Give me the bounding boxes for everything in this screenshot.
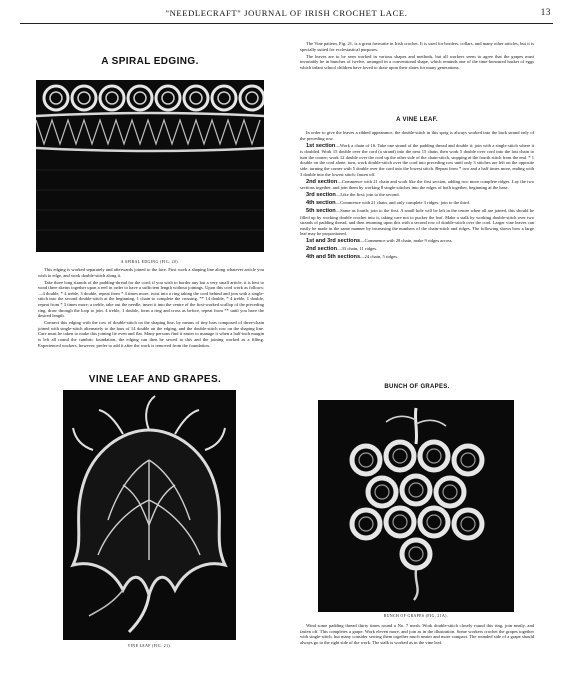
section-line-7	[300, 246, 534, 253]
section-text: —Commence with 21 chain, and only complete 3 ridges; join to the third.	[335, 200, 470, 206]
grapes-paragraph: Wind some padding thread thirty times round a No. 7 mesh. Work double-stitch closely round this ring, join neatly, and fasten off. This completes a grape. Work eleven more, and join as in the illustration. Some workers crochet the grapes together with single-stitch, but many consider sewing them together much neater and more compact. The rounded side of a grape should always go to the right side of the work. The stalk is worked as in the vine leaf.	[300, 623, 534, 645]
spiral-edging-illustration	[36, 80, 264, 252]
bunch-of-grapes-text	[300, 623, 534, 647]
spiral-edging-heading: A SPIRAL EDGING.	[101, 56, 199, 67]
section-label: 1st section	[306, 142, 336, 149]
section-text: —Work a chain of 16. Take one strand of the padding thread and double it; join with a single-stitch where it is doubled. Work 15 double over the cord (a strand) into the next 15 chain, then work 5 double over cord into the last chain to turn the corner; work 12 double over the cord up the other side of the chain-stitch, stopping at the fourth stitch from the end. * 1 double on the cord alone, turn, work double-stitch over the cord into preceding row until only 3 stitches are left on the opposite side, turning the corner with 5 double over the cord into the lowest stitch. Repeat from * two and a half times more, ending with 3 double into the lowest stitch; fasten off.	[300, 142, 534, 177]
section-line-5	[300, 208, 534, 237]
section-label: 2nd section	[306, 178, 338, 185]
spiral-paragraph: Connect this edging with the row of double-stitch on the shaping line, by means of tiny bars composed of three-chain joined with single-stitch alternately to the bars of 14 double on the edging, and the double-stitch row on the shaping line. Care must be taken to make this joining lie even and flat. Many persons find it easier to manage it when a half-inch margin is left all round the cambric foundation, the edging can then be sewed to this and the joining worked as a filling. Experienced workers, however, prefer to add it after the work is removed from the foundation.	[38, 320, 264, 348]
section-text: —Same as fourth; join to the first. A small hole will be left in the centre when all are joined, this should be filled up by working double crochet into it, taking care not to pucker the leaf. Make a stalk by working double-stitch over two strands of padding thread, and then returning upon this with a second row of double-stitch over the cord. Larger vine leaves can easily be made in the same manner by increasing the numbers of the chain-stitch and ridges. The following shows how a large leaf may be proportioned.	[300, 208, 534, 237]
spiral-edging-photo	[36, 80, 264, 252]
section-text: —33 chain, 11 ridges.	[337, 246, 378, 252]
section-line-2	[300, 179, 534, 191]
running-header	[20, 6, 553, 22]
vine-leaf-caption: VINE LEAF (FIG. 21).	[127, 644, 172, 648]
vine-leaf-text	[300, 130, 534, 262]
vine-leaf-heading: A VINE LEAF.	[396, 117, 438, 123]
section-text: —Commence with 21 chain and work like the first section, adding two more complete ridges. Lay the two sections together, and join them by working 8 single-stitches into the edges of both together, beginning at the base.	[300, 178, 534, 191]
bunch-of-grapes-heading: BUNCH OF GRAPES.	[384, 384, 450, 390]
journal-title: "NEEDLECRAFT" JOURNAL OF IRISH CROCHET LACE.	[165, 8, 408, 18]
spiral-edging-caption: A SPIRAL EDGING (FIG. 20).	[120, 260, 180, 264]
vine-leaf-illustration	[63, 390, 236, 640]
section-label: 5th section	[306, 208, 336, 215]
vine-intro-text	[300, 41, 534, 72]
bunch-of-grapes-illustration	[318, 400, 514, 612]
section-label: 4th and 5th sections	[306, 254, 361, 261]
section-text: —Commence with 28 chain, make 9 ridges across.	[360, 238, 453, 244]
bunch-of-grapes-caption: BUNCH OF GRAPES (FIG. 21A).	[383, 614, 449, 618]
vine-intro-paragraph: The Vine pattern, Fig. 21, is a great favourite in Irish crochet. It is used for borders, collars, and many other articles, but it is specially suited for ecclesiastical purposes.	[300, 41, 534, 52]
vine-leaf-photo	[63, 390, 236, 640]
section-line-1	[300, 143, 534, 178]
section-text: —Like the first; join to the second.	[335, 192, 400, 198]
spiral-paragraph: This edging is worked separately and afterwards joined to the lace. First work a shaping line along whatever article you wish to edge, and work double-stitch along it.	[38, 267, 264, 278]
section-label: 1st and 3rd sections	[306, 238, 361, 245]
section-line-3	[300, 192, 534, 199]
spiral-paragraph: Take three long strands of the padding-thread for the cord; if you wish to border any but a very small article, it is best to wind three skeins together upon a reel in order to have a sufficient length without joinings. Upon this cord work as follows:—4 double, * 4 treble, 3 double, repeat from * 4 times more, twist into a ring taking the cord behind and join with a single-stitch into the second double-stitch at the beginning, 1 chain to complete the crossing. ** 14 double, * 4 treble, 1 double, repeat from * 3 times more; a treble, take out the needle, insert it into the centre of the first-worked scallop of the preceding ring, draw through the loop to join. 4 treble, 1 double, form a ring and cross as before, repeat from ** until you have the desired length.	[38, 279, 264, 319]
page-number: 13	[540, 7, 551, 17]
bunch-of-grapes-photo	[318, 400, 514, 612]
section-line-6	[300, 238, 534, 245]
section-line-4	[300, 200, 534, 207]
vine-leaf-intro: In order to give the leaves a ribbed appearance, the double-stitch in this sprig is always worked into the back strand only of the preceding row.	[300, 130, 534, 141]
spiral-edging-text	[38, 267, 264, 349]
vine-leaf-grapes-heading: VINE LEAF AND GRAPES.	[88, 374, 222, 385]
section-label: 4th section	[306, 200, 336, 207]
section-text: —24 chain, 5 ridges.	[360, 254, 399, 260]
section-label: 2nd section	[306, 246, 338, 253]
header-rule	[20, 23, 553, 24]
section-label: 3rd section	[306, 192, 336, 199]
section-line-8	[300, 254, 534, 261]
vine-intro-paragraph: The leaves are to be seen worked in various shapes and methods, but all workers seem to agree that the grapes must invariably be in bunches of twelve, arranged in a conventional shape, which reminds one of the time-honoured basket of eggs which infant school children have loved to draw upon their slates for many generations.	[300, 53, 534, 70]
